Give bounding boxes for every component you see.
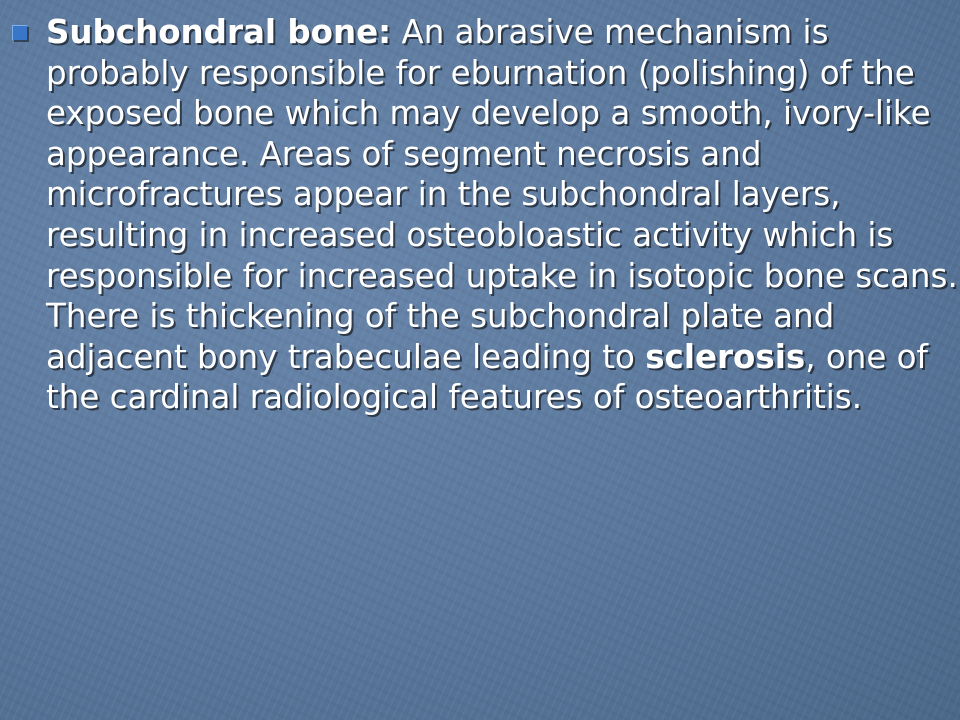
bullet-text-part1: An abrasive mechanism is probably responsible for eburnation (polishing) of the exposed bone which may develop a smooth, ivory-like appearance. Areas of segment necrosis and microfractures appear in the subchondral layers, resulting in increased osteobloastic activity which is responsible for increased uptake in isotopic bone scans. There is thickening of the subchondral plate and adjacent bony trabeculae leading to xyxy=(46,13,958,376)
bullet-emphasis-sclerosis: sclerosis xyxy=(645,337,806,376)
square-bullet-icon xyxy=(12,25,27,40)
bullet-item-subchondral-bone xyxy=(8,12,958,418)
bullet-text-part2: , one of the cardinal radiological features of osteoarthritis. xyxy=(46,337,928,417)
bullet-term: Subchondral bone: xyxy=(46,13,392,51)
bullet-list xyxy=(8,12,958,418)
